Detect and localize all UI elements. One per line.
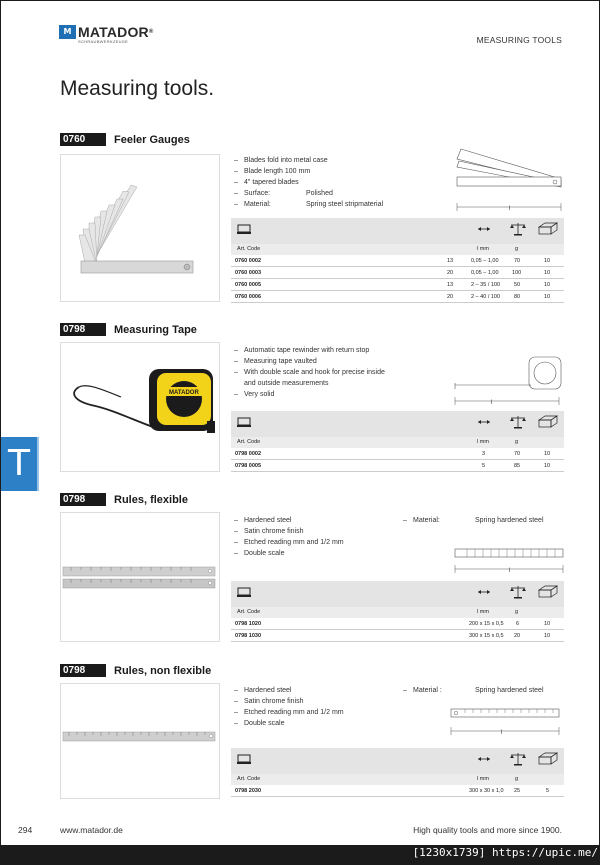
- weight-icon: [509, 752, 527, 768]
- table-row: 0798 0005 5 85 10: [231, 460, 564, 472]
- table-icon-row: [231, 748, 564, 774]
- section-title: Feeler Gauges: [114, 133, 190, 146]
- flexible-rule-drawing: [451, 545, 567, 575]
- table-header-row: Art. Code l mm g: [231, 774, 564, 785]
- feature-item: – Hardened steel: [234, 687, 292, 694]
- case-icon: [237, 753, 251, 767]
- package-icon: [537, 415, 559, 431]
- feature-list: [234, 345, 385, 400]
- article-code-badge: 0798: [60, 323, 106, 336]
- section-header-rules-non-flexible: [60, 664, 211, 677]
- table-row: 0760 0002 13 0,05 – 1,00 70 10: [231, 255, 564, 267]
- table-icon-row: [231, 411, 564, 437]
- table-row: 0760 0003 20 0,05 – 1,00 100 10: [231, 267, 564, 279]
- length-icon: [477, 226, 491, 234]
- table-row: 0760 0006 20 2 – 40 / 100 80 10: [231, 291, 564, 303]
- feature-list: [234, 155, 383, 210]
- article-table: [231, 218, 564, 303]
- case-icon: [237, 586, 251, 600]
- package-icon: [537, 585, 559, 601]
- section-title: Rules, flexible: [114, 493, 188, 506]
- length-icon: [477, 756, 491, 764]
- package-icon: [537, 752, 559, 768]
- feature-list: [234, 515, 344, 559]
- footer-tagline: High quality tools and more since 1900.: [413, 825, 562, 835]
- feeler-gauge-image: [60, 154, 220, 302]
- feature-item: – Material : Spring hardened steel: [403, 687, 544, 694]
- page-title: Measuring tools.: [60, 77, 215, 100]
- case-icon: [237, 416, 251, 430]
- matador-logo: [59, 24, 154, 44]
- article-code-badge: 0798: [60, 664, 106, 677]
- length-icon: [477, 589, 491, 597]
- weight-icon: [509, 585, 527, 601]
- article-table: [231, 411, 564, 472]
- feature-item: – Satin chrome finish: [234, 698, 304, 705]
- page-number: 294: [18, 825, 33, 835]
- feature-item: – Hardened steel: [234, 517, 292, 524]
- weight-icon: [509, 222, 527, 238]
- dimension-label: l: [509, 206, 511, 212]
- feature-item: – Etched reading mm and 1/2 mm: [234, 709, 344, 716]
- section-title: Measuring Tape: [114, 323, 197, 336]
- section-header-feeler-gauges: [60, 133, 190, 146]
- feature-item: – With double scale and hook for precise inside: [234, 369, 385, 376]
- table-row: 0798 1030 300 x 15 x 0,5 20 10: [231, 630, 564, 642]
- table-icon-row: [231, 218, 564, 244]
- table-row: 0798 1020 200 x 15 x 0,5 6 10: [231, 618, 564, 630]
- feature-item: – Material: Spring hardened steel: [403, 517, 544, 524]
- brand-subtitle: SCHRAUBWERKZEUGE: [78, 39, 129, 44]
- table-row: 0798 2030 300 x 30 x 1,0 25 5: [231, 785, 564, 797]
- table-row: 0760 0005 13 2 – 35 / 100 50 10: [231, 279, 564, 291]
- feature-item: – Very solid: [234, 391, 275, 398]
- section-title: Rules, non flexible: [114, 664, 212, 677]
- matador-logo-mark: M: [59, 25, 76, 39]
- feature-item: – Automatic tape rewinder with return stop: [234, 347, 370, 354]
- feature-item: – Measuring tape vaulted: [234, 358, 317, 365]
- section-header: MEASURING TOOLS: [476, 35, 562, 45]
- material-spec: [403, 685, 544, 696]
- table-icon-row: [231, 581, 564, 607]
- dimension-label: l: [491, 400, 493, 406]
- feature-item: – Double scale: [234, 720, 285, 727]
- table-row: 0798 0002 3 70 10: [231, 448, 564, 460]
- non-flexible-rule-image: [60, 683, 220, 799]
- article-code-badge: 0798: [60, 493, 106, 506]
- flexible-rules-image: [60, 512, 220, 642]
- chapter-tab[interactable]: T: [1, 437, 37, 491]
- tape-brand-label: MATADOR: [169, 390, 199, 396]
- case-icon: [237, 223, 251, 237]
- article-code-badge: 0760: [60, 133, 106, 146]
- website-link[interactable]: www.matador.de: [60, 825, 123, 835]
- article-table: [231, 748, 564, 797]
- section-header-rules-flexible: [60, 493, 188, 506]
- dimension-label: l: [509, 568, 511, 574]
- image-credit: [1230x1739] https://upic.me/: [412, 846, 598, 859]
- feature-item: – Material: Spring steel stripmaterial: [234, 201, 384, 208]
- catalog-page: [1, 1, 599, 845]
- feature-item: – Etched reading mm and 1/2 mm: [234, 539, 344, 546]
- article-table: [231, 581, 564, 642]
- feature-item: – 4" tapered blades: [234, 179, 299, 186]
- dimension-label: l: [501, 730, 503, 736]
- feature-list: [234, 685, 344, 729]
- section-header-measuring-tape: [60, 323, 197, 336]
- feature-item: – Blade length 100 mm: [234, 168, 311, 175]
- package-icon: [537, 222, 559, 238]
- measuring-tape-image: [60, 342, 220, 472]
- brand-name: MATADOR®: [78, 24, 154, 40]
- weight-icon: [509, 415, 527, 431]
- feature-item: and outside measurements: [244, 380, 329, 387]
- table-header-row: Art. Code l mm g: [231, 607, 564, 618]
- feature-item: – Double scale: [234, 550, 285, 557]
- length-icon: [477, 419, 491, 427]
- table-header-row: Art. Code l mm g: [231, 437, 564, 448]
- material-spec: [403, 515, 544, 526]
- non-flexible-rule-drawing: [447, 705, 565, 739]
- feeler-gauge-drawing: [449, 141, 567, 213]
- feature-item: – Satin chrome finish: [234, 528, 304, 535]
- measuring-tape-drawing: [449, 349, 567, 409]
- table-header-row: Art. Code l mm g: [231, 244, 564, 255]
- feature-item: – Blades fold into metal case: [234, 157, 328, 164]
- feature-item: – Surface: Polished: [234, 190, 333, 197]
